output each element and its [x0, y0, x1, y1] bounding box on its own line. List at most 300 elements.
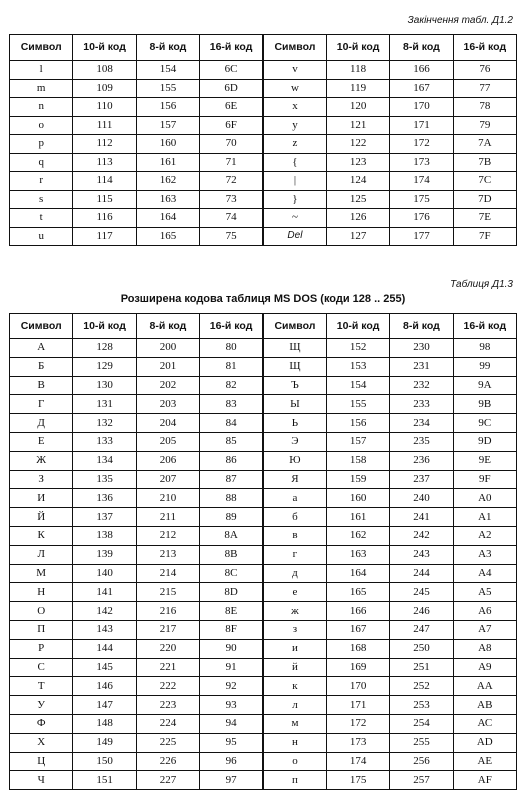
- table-cell: 245: [390, 583, 453, 602]
- table-cell: 234: [390, 414, 453, 433]
- header-hex: 16-й код: [453, 35, 516, 61]
- table-cell: 168: [326, 639, 389, 658]
- table-cell: 135: [73, 470, 136, 489]
- table-cell: x: [263, 98, 326, 117]
- table-cell: 211: [136, 508, 199, 527]
- table-row: [10, 639, 517, 658]
- table-cell: 109: [73, 79, 136, 98]
- header-oct: 8-й код: [390, 35, 453, 61]
- table-cell: 8F: [200, 620, 263, 639]
- table-cell: А0: [453, 489, 516, 508]
- table-cell: Ю: [263, 451, 326, 470]
- table-row: [10, 733, 517, 752]
- table-cell: 227: [136, 771, 199, 790]
- table-cell: 8D: [200, 583, 263, 602]
- table-caption-continuation: Закінчення табл. Д1.2: [407, 15, 513, 26]
- table-cell: 122: [326, 135, 389, 154]
- table-cell: 159: [326, 470, 389, 489]
- table-cell: 78: [453, 98, 516, 117]
- table-cell: А3: [453, 545, 516, 564]
- table-cell: 160: [136, 135, 199, 154]
- table-cell: 207: [136, 470, 199, 489]
- table-cell: Н: [10, 583, 73, 602]
- header-hex: 16-й код: [453, 314, 516, 339]
- table-cell: 222: [136, 677, 199, 696]
- table-cell: 77: [453, 79, 516, 98]
- table-cell: Ч: [10, 771, 73, 790]
- table-cell: 232: [390, 376, 453, 395]
- table-cell: 175: [326, 771, 389, 790]
- table-cell: 231: [390, 357, 453, 376]
- table-cell: 9Е: [453, 451, 516, 470]
- table-cell: 82: [200, 376, 263, 395]
- table-cell: q: [10, 153, 73, 172]
- table-cell: 7B: [453, 153, 516, 172]
- table-cell: 149: [73, 733, 136, 752]
- table-cell: А7: [453, 620, 516, 639]
- table-caption: Таблиця Д1.3: [450, 279, 513, 290]
- table-cell: У: [10, 696, 73, 715]
- table-cell: 120: [326, 98, 389, 117]
- table-cell: Б: [10, 357, 73, 376]
- header-oct: 8-й код: [136, 35, 199, 61]
- table-row: [10, 79, 517, 98]
- table-cell: 155: [326, 395, 389, 414]
- table-cell: К: [10, 526, 73, 545]
- table-cell: 6D: [200, 79, 263, 98]
- table-cell: 173: [390, 153, 453, 172]
- table-row: [10, 526, 517, 545]
- table-row: [10, 227, 517, 246]
- table-cell: 98: [453, 339, 516, 358]
- header-hex: 16-й код: [200, 35, 263, 61]
- header-dec: 10-й код: [73, 35, 136, 61]
- table-cell: 93: [200, 696, 263, 715]
- header-symbol: Символ: [263, 314, 326, 339]
- table-cell: 134: [73, 451, 136, 470]
- table-cell: 166: [326, 602, 389, 621]
- table-cell: Ы: [263, 395, 326, 414]
- table-cell: Л: [10, 545, 73, 564]
- table-row: [10, 508, 517, 527]
- header-oct: 8-й код: [136, 314, 199, 339]
- table-cell: 157: [326, 432, 389, 451]
- table-header-row: [10, 314, 517, 339]
- header-dec: 10-й код: [326, 35, 389, 61]
- table-cell: о: [263, 752, 326, 771]
- table-cell: А4: [453, 564, 516, 583]
- table-cell: Ъ: [263, 376, 326, 395]
- header-hex: 16-й код: [200, 314, 263, 339]
- table-cell: 162: [136, 172, 199, 191]
- table-row: [10, 771, 517, 790]
- table-cell: 172: [390, 135, 453, 154]
- table-cell: 86: [200, 451, 263, 470]
- table-cell: 90: [200, 639, 263, 658]
- table-cell: 230: [390, 339, 453, 358]
- table-row: [10, 620, 517, 639]
- table-cell: 246: [390, 602, 453, 621]
- table-cell: n: [10, 98, 73, 117]
- table-cell: 121: [326, 116, 389, 135]
- table-cell: 136: [73, 489, 136, 508]
- table-cell: 177: [390, 227, 453, 246]
- table-cell: 164: [136, 209, 199, 228]
- table-cell: 165: [326, 583, 389, 602]
- table-row: [10, 153, 517, 172]
- table-cell: 96: [200, 752, 263, 771]
- table-cell: 224: [136, 714, 199, 733]
- table-cell: 242: [390, 526, 453, 545]
- table-cell: 125: [326, 190, 389, 209]
- table-cell: З: [10, 470, 73, 489]
- table-cell: 8В: [200, 545, 263, 564]
- table-cell: 99: [453, 357, 516, 376]
- table-cell: А5: [453, 583, 516, 602]
- table-cell: 79: [453, 116, 516, 135]
- table-cell: 80: [200, 339, 263, 358]
- header-symbol: Символ: [10, 314, 73, 339]
- table-cell: 131: [73, 395, 136, 414]
- table-cell: 221: [136, 658, 199, 677]
- table-cell: l: [10, 61, 73, 80]
- table-cell: 237: [390, 470, 453, 489]
- table-cell: 170: [326, 677, 389, 696]
- table-cell: m: [10, 79, 73, 98]
- table-cell: 161: [136, 153, 199, 172]
- table-cell: 250: [390, 639, 453, 658]
- table-cell: д: [263, 564, 326, 583]
- table-row: [10, 470, 517, 489]
- table-cell: Ь: [263, 414, 326, 433]
- table-cell: 202: [136, 376, 199, 395]
- table-cell: 95: [200, 733, 263, 752]
- table-cell: 143: [73, 620, 136, 639]
- table-row: [10, 135, 517, 154]
- table-cell: 133: [73, 432, 136, 451]
- table-cell: л: [263, 696, 326, 715]
- table-cell: 204: [136, 414, 199, 433]
- table-cell: 176: [390, 209, 453, 228]
- table-cell: 169: [326, 658, 389, 677]
- header-dec: 10-й код: [73, 314, 136, 339]
- table-cell: 154: [136, 61, 199, 80]
- table-cell: |: [263, 172, 326, 191]
- table-cell: й: [263, 658, 326, 677]
- table-cell: 75: [200, 227, 263, 246]
- table-cell: 6F: [200, 116, 263, 135]
- ascii-table-continuation: [9, 34, 517, 246]
- table-cell: Ф: [10, 714, 73, 733]
- table-cell: 74: [200, 209, 263, 228]
- table-cell: 123: [326, 153, 389, 172]
- table-cell: 158: [326, 451, 389, 470]
- table-cell: А6: [453, 602, 516, 621]
- table-cell: 155: [136, 79, 199, 98]
- table-cell: 206: [136, 451, 199, 470]
- table-cell: 236: [390, 451, 453, 470]
- table-cell: Я: [263, 470, 326, 489]
- table-cell: б: [263, 508, 326, 527]
- table-cell: r: [10, 172, 73, 191]
- table-cell: 171: [390, 116, 453, 135]
- table-cell: 203: [136, 395, 199, 414]
- table-row: [10, 564, 517, 583]
- table-cell: п: [263, 771, 326, 790]
- table-cell: АЕ: [453, 752, 516, 771]
- table-cell: 87: [200, 470, 263, 489]
- table-cell: 146: [73, 677, 136, 696]
- table-cell: 200: [136, 339, 199, 358]
- table-cell: 88: [200, 489, 263, 508]
- table-cell: Del: [263, 227, 326, 246]
- table-cell: 7E: [453, 209, 516, 228]
- table-cell: 73: [200, 190, 263, 209]
- table-cell: АВ: [453, 696, 516, 715]
- table-cell: 205: [136, 432, 199, 451]
- table-cell: Д: [10, 414, 73, 433]
- table-cell: s: [10, 190, 73, 209]
- table-cell: 175: [390, 190, 453, 209]
- table-row: [10, 376, 517, 395]
- table-cell: Г: [10, 395, 73, 414]
- table-cell: 226: [136, 752, 199, 771]
- table-cell: 214: [136, 564, 199, 583]
- table-cell: к: [263, 677, 326, 696]
- table-cell: 91: [200, 658, 263, 677]
- table-cell: 216: [136, 602, 199, 621]
- table-cell: 172: [326, 714, 389, 733]
- table-cell: 7C: [453, 172, 516, 191]
- table-cell: 147: [73, 696, 136, 715]
- table-cell: И: [10, 489, 73, 508]
- table-title: Розширена кодова таблиця MS DOS (коди 128 .. 255): [120, 293, 406, 305]
- table-cell: 167: [326, 620, 389, 639]
- table-cell: АС: [453, 714, 516, 733]
- table-cell: П: [10, 620, 73, 639]
- table-cell: 115: [73, 190, 136, 209]
- table-cell: 70: [200, 135, 263, 154]
- table-cell: е: [263, 583, 326, 602]
- table-cell: Т: [10, 677, 73, 696]
- table-row: [10, 209, 517, 228]
- table-cell: 118: [326, 61, 389, 80]
- table-cell: 160: [326, 489, 389, 508]
- table-cell: 137: [73, 508, 136, 527]
- table-cell: С: [10, 658, 73, 677]
- table-cell: 213: [136, 545, 199, 564]
- table-cell: 201: [136, 357, 199, 376]
- table-cell: А8: [453, 639, 516, 658]
- table-row: [10, 357, 517, 376]
- table-cell: 108: [73, 61, 136, 80]
- table-cell: 8А: [200, 526, 263, 545]
- table-cell: Й: [10, 508, 73, 527]
- table-cell: В: [10, 376, 73, 395]
- table-cell: М: [10, 564, 73, 583]
- table-cell: 240: [390, 489, 453, 508]
- table-cell: 9D: [453, 432, 516, 451]
- table-cell: О: [10, 602, 73, 621]
- table-row: [10, 696, 517, 715]
- table-cell: w: [263, 79, 326, 98]
- table-cell: 142: [73, 602, 136, 621]
- table-cell: 83: [200, 395, 263, 414]
- table-cell: 151: [73, 771, 136, 790]
- table-cell: Х: [10, 733, 73, 752]
- table-cell: 9В: [453, 395, 516, 414]
- table-cell: 157: [136, 116, 199, 135]
- table-cell: 113: [73, 153, 136, 172]
- table-cell: 138: [73, 526, 136, 545]
- table-cell: 154: [326, 376, 389, 395]
- table-cell: 215: [136, 583, 199, 602]
- table-row: [10, 414, 517, 433]
- table-cell: и: [263, 639, 326, 658]
- table-cell: y: [263, 116, 326, 135]
- table-cell: 241: [390, 508, 453, 527]
- table-cell: 76: [453, 61, 516, 80]
- table-cell: 148: [73, 714, 136, 733]
- table-cell: 252: [390, 677, 453, 696]
- table-cell: 156: [136, 98, 199, 117]
- table-cell: 9А: [453, 376, 516, 395]
- ms-dos-extended-table: [9, 313, 517, 790]
- table-cell: 126: [326, 209, 389, 228]
- table-cell: 84: [200, 414, 263, 433]
- header-oct: 8-й код: [390, 314, 453, 339]
- table-cell: 257: [390, 771, 453, 790]
- table-cell: }: [263, 190, 326, 209]
- table-cell: 7D: [453, 190, 516, 209]
- table-cell: 7F: [453, 227, 516, 246]
- table-cell: 128: [73, 339, 136, 358]
- table-cell: 220: [136, 639, 199, 658]
- table-row: [10, 432, 517, 451]
- table-cell: з: [263, 620, 326, 639]
- table-row: [10, 190, 517, 209]
- table-cell: А2: [453, 526, 516, 545]
- table-cell: Е: [10, 432, 73, 451]
- table-cell: 6E: [200, 98, 263, 117]
- table-cell: 233: [390, 395, 453, 414]
- table-cell: 6C: [200, 61, 263, 80]
- table-row: [10, 172, 517, 191]
- table-cell: 114: [73, 172, 136, 191]
- table-cell: 217: [136, 620, 199, 639]
- table-cell: 129: [73, 357, 136, 376]
- table-cell: А9: [453, 658, 516, 677]
- table-cell: 174: [390, 172, 453, 191]
- table-row: [10, 489, 517, 508]
- table-cell: 112: [73, 135, 136, 154]
- table-cell: 163: [136, 190, 199, 209]
- table-cell: 94: [200, 714, 263, 733]
- table-cell: 235: [390, 432, 453, 451]
- table-cell: в: [263, 526, 326, 545]
- table-row: [10, 545, 517, 564]
- table-cell: 254: [390, 714, 453, 733]
- table-cell: p: [10, 135, 73, 154]
- table-cell: 255: [390, 733, 453, 752]
- table-cell: 225: [136, 733, 199, 752]
- table-row: [10, 752, 517, 771]
- table-cell: А: [10, 339, 73, 358]
- table-cell: А1: [453, 508, 516, 527]
- table-cell: 116: [73, 209, 136, 228]
- table-cell: 81: [200, 357, 263, 376]
- table-cell: Щ: [263, 357, 326, 376]
- table-cell: 243: [390, 545, 453, 564]
- table-cell: 171: [326, 696, 389, 715]
- table-cell: 162: [326, 526, 389, 545]
- table-row: [10, 658, 517, 677]
- table-cell: 251: [390, 658, 453, 677]
- table-cell: 127: [326, 227, 389, 246]
- table-cell: 110: [73, 98, 136, 117]
- table-cell: Р: [10, 639, 73, 658]
- table-cell: 167: [390, 79, 453, 98]
- table-row: [10, 116, 517, 135]
- table-cell: z: [263, 135, 326, 154]
- table-cell: Ж: [10, 451, 73, 470]
- table-cell: 244: [390, 564, 453, 583]
- table-cell: г: [263, 545, 326, 564]
- table-cell: 72: [200, 172, 263, 191]
- table-cell: 223: [136, 696, 199, 715]
- table-cell: 140: [73, 564, 136, 583]
- table-cell: 89: [200, 508, 263, 527]
- table-cell: м: [263, 714, 326, 733]
- table-row: [10, 451, 517, 470]
- table-row: [10, 602, 517, 621]
- table-cell: {: [263, 153, 326, 172]
- table-row: [10, 98, 517, 117]
- table-cell: v: [263, 61, 326, 80]
- header-symbol: Символ: [263, 35, 326, 61]
- table-cell: 247: [390, 620, 453, 639]
- table-cell: 253: [390, 696, 453, 715]
- table-cell: АА: [453, 677, 516, 696]
- table-cell: 97: [200, 771, 263, 790]
- table-cell: 152: [326, 339, 389, 358]
- table-cell: 150: [73, 752, 136, 771]
- header-symbol: Символ: [10, 35, 73, 61]
- table-cell: 212: [136, 526, 199, 545]
- table-cell: 164: [326, 564, 389, 583]
- table-cell: Э: [263, 432, 326, 451]
- table-row: [10, 583, 517, 602]
- table-cell: 163: [326, 545, 389, 564]
- table-cell: 8Е: [200, 602, 263, 621]
- table-cell: ~: [263, 209, 326, 228]
- header-dec: 10-й код: [326, 314, 389, 339]
- table-cell: 7A: [453, 135, 516, 154]
- table-row: [10, 714, 517, 733]
- table-cell: 9С: [453, 414, 516, 433]
- table-cell: 156: [326, 414, 389, 433]
- table-cell: 145: [73, 658, 136, 677]
- table-row: [10, 61, 517, 80]
- table-cell: 153: [326, 357, 389, 376]
- table-cell: 117: [73, 227, 136, 246]
- table-cell: 132: [73, 414, 136, 433]
- table-cell: 9F: [453, 470, 516, 489]
- table-cell: 256: [390, 752, 453, 771]
- table-cell: 130: [73, 376, 136, 395]
- table-cell: ж: [263, 602, 326, 621]
- table-cell: 124: [326, 172, 389, 191]
